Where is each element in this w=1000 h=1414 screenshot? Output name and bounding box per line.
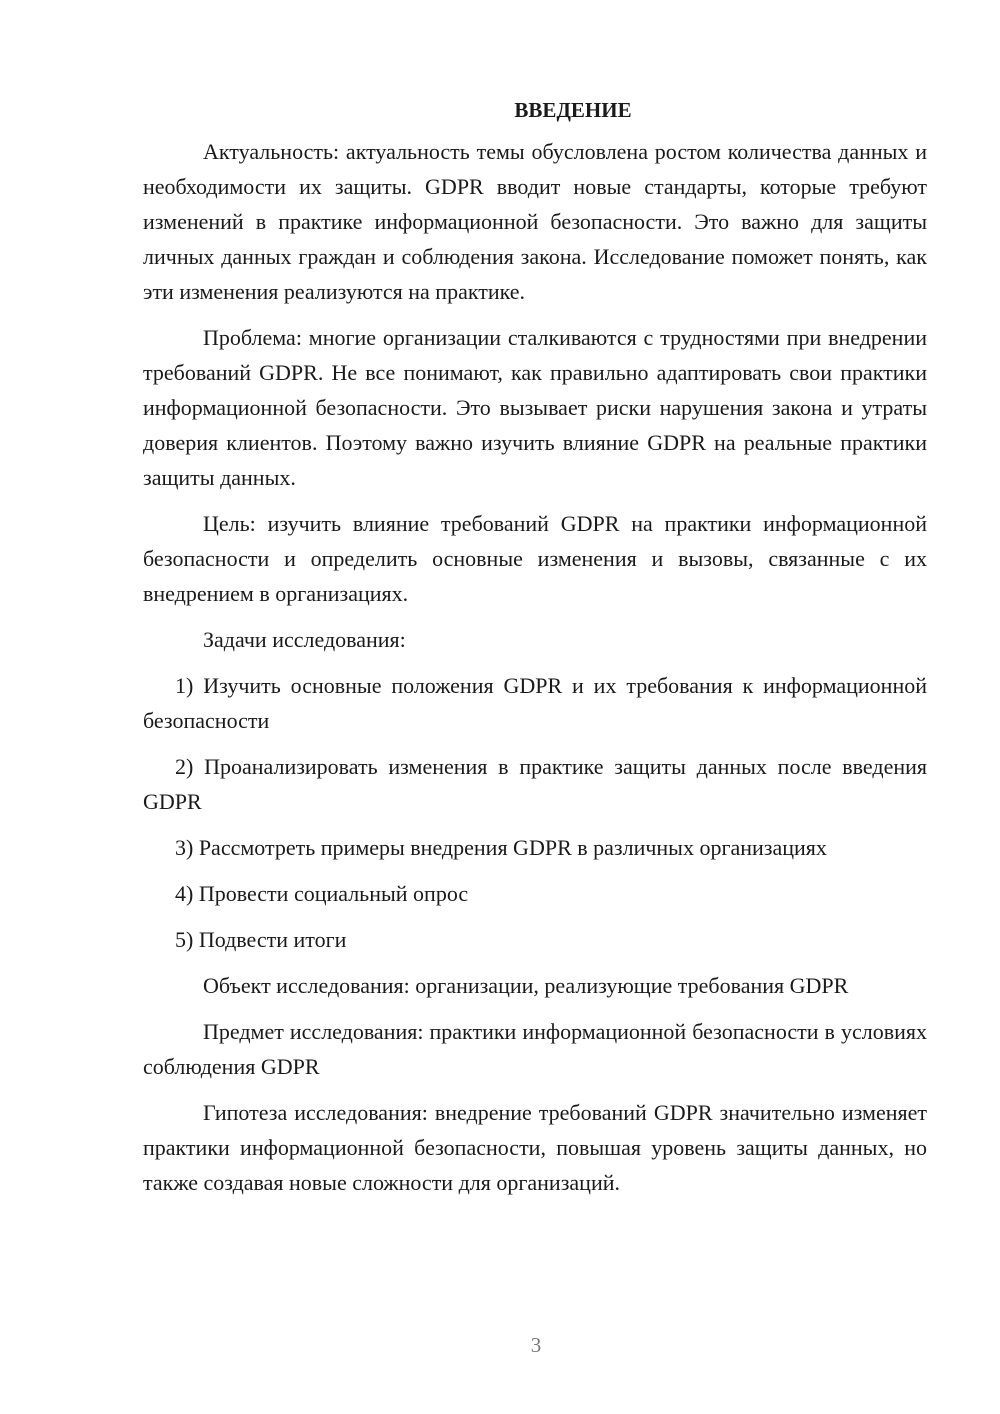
hypothesis-paragraph: Гипотеза исследования: внедрение требований GDPR значительно изменяет практики информационной безопасности, повышая уровень защиты данных, но также создавая новые сложности для организаций.: [143, 1100, 927, 1195]
task-item-2: 2) Проанализировать изменения в практике защиты данных после введения GDPR: [143, 754, 927, 814]
task-item-3: 3) Рассмотреть примеры внедрения GDPR в различных организациях: [175, 835, 827, 860]
page-content: [143, 92, 927, 1211]
subject-paragraph: Предмет исследования: практики информационной безопасности в условиях соблюдения GDPR: [143, 1019, 927, 1079]
task-item-4: 4) Провести социальный опрос: [175, 881, 469, 906]
task-item-5: 5) Подвести итоги: [175, 927, 347, 952]
page-number: 3: [530, 1333, 542, 1357]
section-heading: ВВЕДЕНИЕ: [514, 98, 632, 122]
relevance-paragraph: Актуальность: актуальность темы обусловлена ростом количества данных и необходимости их защиты. GDPR вводит новые стандарты, которые требуют изменений в практике информационной безопасности. Это важно для защиты личных данных граждан и соблюдения закона. Исследование поможет понять, как эти изменения реализуются на практике.: [143, 139, 927, 304]
problem-paragraph: Проблема: многие организации сталкиваются с трудностями при внедрении требований GDPR. Не все понимают, как правильно адаптировать свои практики информационной безопасности. Это вызывает риски нарушения закона и утраты доверия клиентов. Поэтому важно изучить влияние GDPR на реальные практики защиты данных.: [143, 325, 927, 490]
goal-paragraph: Цель: изучить влияние требований GDPR на практики информационной безопасности и определить основные изменения и вызовы, связанные с их внедрением в организациях.: [143, 511, 927, 606]
task-item-1: 1) Изучить основные положения GDPR и их требования к информационной безопасности: [143, 673, 927, 733]
object-paragraph: Объект исследования: организации, реализующие требования GDPR: [203, 973, 849, 998]
tasks-heading: Задачи исследования:: [203, 627, 406, 652]
